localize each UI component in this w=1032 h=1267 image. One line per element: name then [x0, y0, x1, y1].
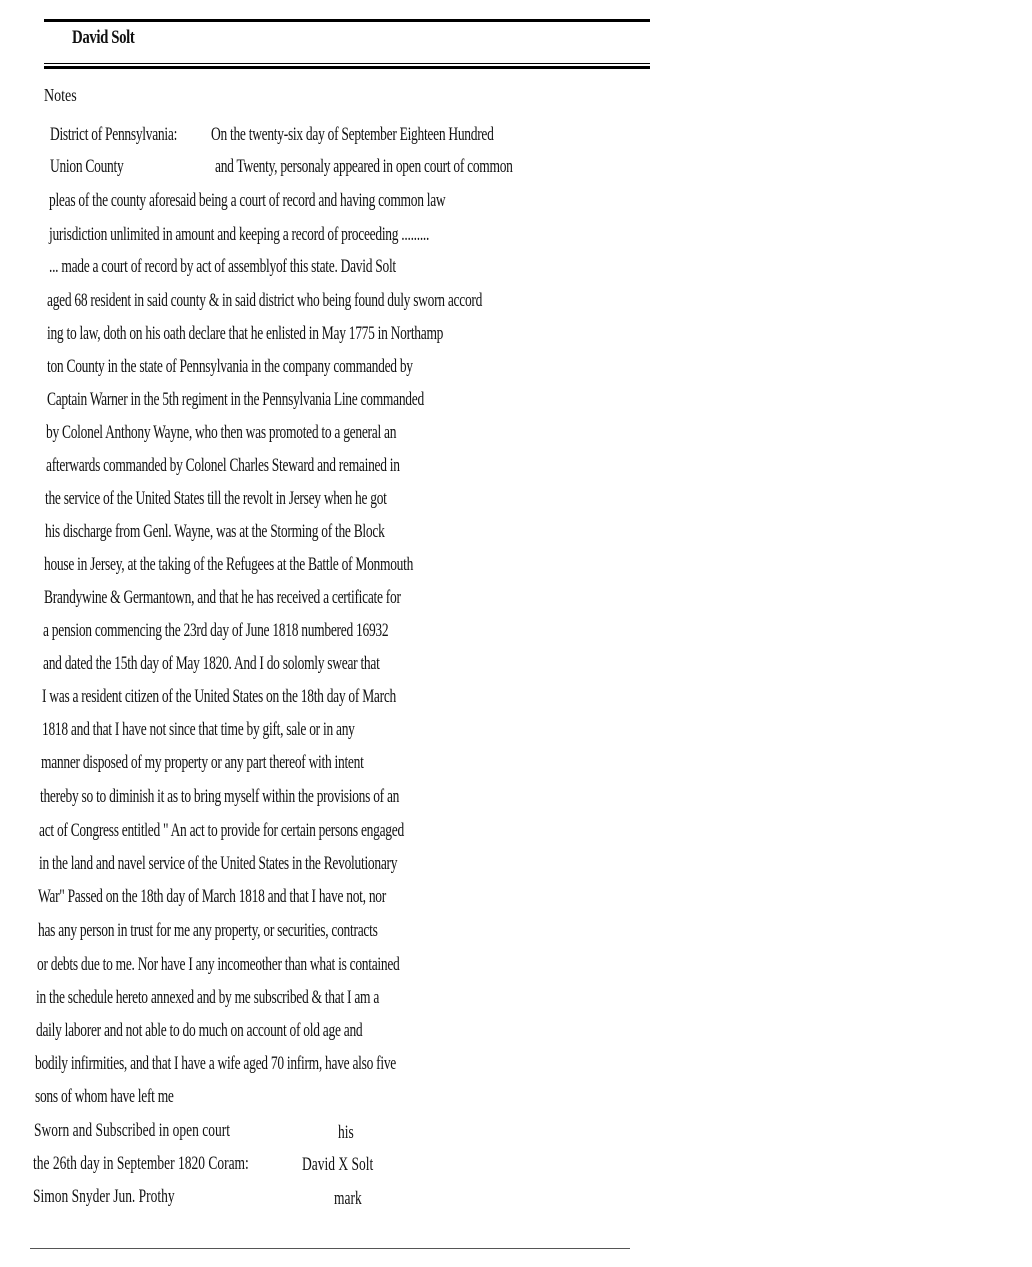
attestation-line: Sworn and Subscribed in open court [34, 1120, 230, 1141]
body-line: aged 68 resident in said county & in said district who being found duly sworn accord [47, 290, 483, 311]
signature-mark-line: mark [334, 1188, 362, 1209]
heading-left-line: Union County [50, 156, 124, 177]
body-line: Captain Warner in the 5th regiment in the Pennsylvania Line commanded [47, 389, 424, 410]
body-line: the service of the United States till the revolt in Jersey when he got [45, 488, 387, 509]
signature-mark-line: his [338, 1122, 354, 1143]
body-line: act of Congress entitled " An act to provide for certain persons engaged [39, 820, 404, 841]
body-line: sons of whom have left me [35, 1086, 174, 1107]
body-line: I was a resident citizen of the United States on the 18th day of March [42, 686, 396, 707]
header-rule [44, 66, 650, 69]
body-line: afterwards commanded by Colonel Charles Steward and remained in [46, 455, 400, 476]
top-rule [44, 19, 650, 22]
body-line: a pension commencing the 23rd day of June 1818 numbered 16932 [43, 620, 389, 641]
body-line: ing to law, doth on his oath declare that he enlisted in May 1775 in Northamp [47, 323, 444, 344]
heading-right-line: On the twenty-six day of September Eighteen Hundred [211, 124, 494, 145]
body-line: ... made a court of record by act of assemblyof this state. David Solt [49, 256, 396, 277]
page-title: David Solt [72, 27, 135, 48]
attestation-line: the 26th day in September 1820 Coram: [33, 1153, 249, 1174]
body-line: 1818 and that I have not since that time by gift, sale or in any [42, 719, 355, 740]
body-line: bodily infirmities, and that I have a wife aged 70 infirm, have also five [35, 1053, 397, 1074]
body-line: his discharge from Genl. Wayne, was at the Storming of the Block [45, 521, 385, 542]
attestation-line: Simon Snyder Jun. Prothy [33, 1186, 175, 1207]
body-line: house in Jersey, at the taking of the Refugees at the Battle of Monmouth [44, 554, 414, 575]
body-line: in the land and navel service of the United States in the Revolutionary [39, 853, 398, 874]
body-line: ton County in the state of Pennsylvania in the company commanded by [47, 356, 413, 377]
body-line: and dated the 15th day of May 1820. And I do solomly swear that [43, 653, 380, 674]
body-line: thereby so to diminish it as to bring myself within the provisions of an [40, 786, 400, 807]
body-line: has any person in trust for me any property, or securities, contracts [38, 920, 378, 941]
heading-right-line: and Twenty, personaly appeared in open court of common [215, 156, 513, 177]
signature-name: David X Solt [302, 1154, 374, 1175]
body-line: Brandywine & Germantown, and that he has received a certificate for [44, 587, 401, 608]
body-line: pleas of the county aforesaid being a court of record and having common law [49, 190, 446, 211]
header-rule-thin [44, 63, 650, 64]
notes-label: Notes [44, 85, 77, 105]
body-line: manner disposed of my property or any part thereof with intent [41, 752, 364, 773]
body-line: War" Passed on the 18th day of March 1818 and that I have not, nor [38, 886, 386, 907]
bottom-rule [30, 1248, 630, 1249]
heading-left-line: District of Pennsylvania: [50, 124, 178, 145]
body-line: jurisdiction unlimited in amount and keeping a record of proceeding ......... [49, 224, 430, 245]
body-line: daily laborer and not able to do much on account of old age and [36, 1020, 363, 1041]
body-line: in the schedule hereto annexed and by me subscribed & that I am a [36, 987, 380, 1008]
body-line: by Colonel Anthony Wayne, who then was promoted to a general an [46, 422, 397, 443]
body-line: or debts due to me. Nor have I any incomeother than what is contained [37, 954, 400, 975]
